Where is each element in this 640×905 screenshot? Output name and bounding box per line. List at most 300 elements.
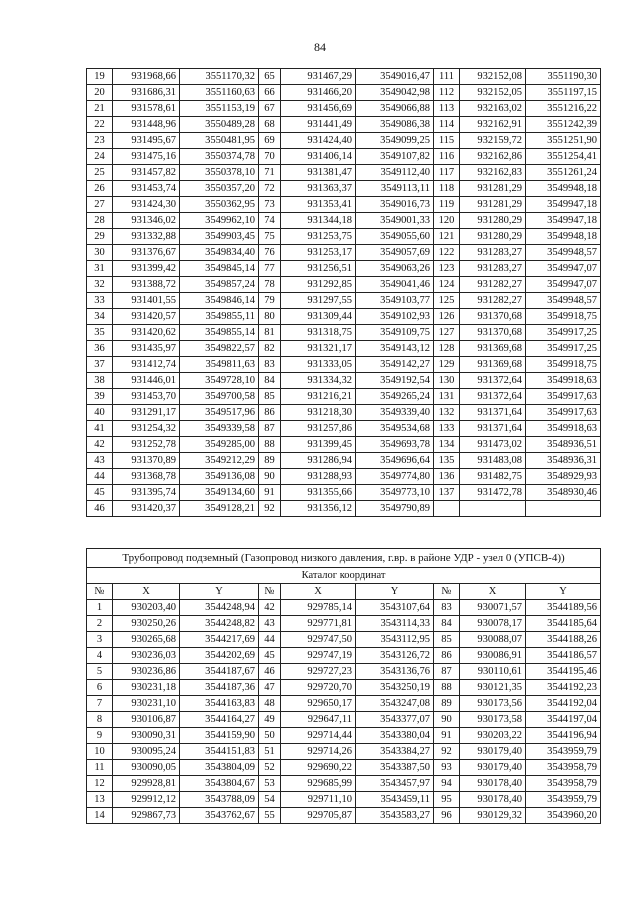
header-cell: X bbox=[281, 584, 356, 600]
y-coordinate-cell: 3544188,26 bbox=[526, 632, 601, 648]
point-number-cell: 23 bbox=[87, 133, 113, 149]
table-row bbox=[87, 165, 601, 181]
y-coordinate-cell: 3543583,27 bbox=[356, 808, 434, 824]
x-coordinate-cell: 931283,27 bbox=[460, 261, 526, 277]
point-number-cell: 92 bbox=[434, 744, 460, 760]
x-coordinate-cell: 931446,01 bbox=[113, 373, 180, 389]
y-coordinate-cell: 3543959,79 bbox=[526, 744, 601, 760]
x-coordinate-cell: 932159,72 bbox=[460, 133, 526, 149]
y-coordinate-cell: 3543387,50 bbox=[356, 760, 434, 776]
x-coordinate-cell: 929727,23 bbox=[281, 664, 356, 680]
point-number-cell: 112 bbox=[434, 85, 460, 101]
y-coordinate-cell: 3550374,78 bbox=[180, 149, 259, 165]
x-coordinate-cell: 931344,18 bbox=[281, 213, 356, 229]
y-coordinate-cell: 3549339,58 bbox=[180, 421, 259, 437]
x-coordinate-cell: 930179,40 bbox=[460, 760, 526, 776]
y-coordinate-cell: 3549947,18 bbox=[526, 213, 601, 229]
y-coordinate-cell: 3549845,14 bbox=[180, 261, 259, 277]
table-row bbox=[87, 341, 601, 357]
table-row bbox=[87, 792, 601, 808]
table-row bbox=[87, 453, 601, 469]
point-number-cell: 123 bbox=[434, 261, 460, 277]
x-coordinate-cell: 930178,40 bbox=[460, 792, 526, 808]
x-coordinate-cell: 931420,37 bbox=[113, 501, 180, 517]
point-number-cell: 136 bbox=[434, 469, 460, 485]
x-coordinate-cell: 931355,66 bbox=[281, 485, 356, 501]
x-coordinate-cell: 931216,21 bbox=[281, 389, 356, 405]
point-number-cell: 2 bbox=[87, 616, 113, 632]
point-number-cell: 79 bbox=[259, 293, 281, 309]
y-coordinate-cell: 3551251,90 bbox=[526, 133, 601, 149]
y-coordinate-cell: 3549948,57 bbox=[526, 245, 601, 261]
x-coordinate-cell: 930090,05 bbox=[113, 760, 180, 776]
y-coordinate-cell: 3549917,63 bbox=[526, 405, 601, 421]
x-coordinate-cell: 931368,78 bbox=[113, 469, 180, 485]
table-row bbox=[87, 325, 601, 341]
y-coordinate-cell: 3549102,93 bbox=[356, 309, 434, 325]
table-row bbox=[87, 437, 601, 453]
y-coordinate-cell: 3543804,09 bbox=[180, 760, 259, 776]
x-coordinate-cell: 931453,74 bbox=[113, 181, 180, 197]
point-number-cell: 38 bbox=[87, 373, 113, 389]
y-coordinate-cell: 3549001,33 bbox=[356, 213, 434, 229]
point-number-cell: 12 bbox=[87, 776, 113, 792]
x-coordinate-cell: 931309,44 bbox=[281, 309, 356, 325]
y-coordinate-cell: 3544195,46 bbox=[526, 664, 601, 680]
x-coordinate-cell: 931280,29 bbox=[460, 229, 526, 245]
table-row bbox=[87, 421, 601, 437]
x-coordinate-cell: 930090,31 bbox=[113, 728, 180, 744]
point-number-cell: 45 bbox=[87, 485, 113, 501]
x-coordinate-cell: 929785,14 bbox=[281, 600, 356, 616]
y-coordinate-cell: 3543804,67 bbox=[180, 776, 259, 792]
y-coordinate-cell: 3549962,10 bbox=[180, 213, 259, 229]
x-coordinate-cell: 930178,40 bbox=[460, 776, 526, 792]
point-number-cell: 90 bbox=[259, 469, 281, 485]
point-number-cell: 66 bbox=[259, 85, 281, 101]
x-coordinate-cell: 929720,70 bbox=[281, 680, 356, 696]
y-coordinate-cell: 3549066,88 bbox=[356, 101, 434, 117]
y-coordinate-cell: 3544189,56 bbox=[526, 600, 601, 616]
point-number-cell: 89 bbox=[434, 696, 460, 712]
table-row bbox=[87, 501, 601, 517]
point-number-cell: 124 bbox=[434, 277, 460, 293]
x-coordinate-cell: 931297,55 bbox=[281, 293, 356, 309]
x-coordinate-cell: 930236,86 bbox=[113, 664, 180, 680]
point-number-cell: 14 bbox=[87, 808, 113, 824]
x-coordinate-cell: 931321,17 bbox=[281, 341, 356, 357]
point-number-cell: 22 bbox=[87, 117, 113, 133]
table-row bbox=[87, 149, 601, 165]
y-coordinate-cell: 3543114,33 bbox=[356, 616, 434, 632]
y-coordinate-cell: 3549136,08 bbox=[180, 469, 259, 485]
y-coordinate-cell: 3549855,11 bbox=[180, 309, 259, 325]
point-number-cell: 9 bbox=[87, 728, 113, 744]
x-coordinate-cell: 931968,66 bbox=[113, 69, 180, 85]
x-coordinate-cell: 930078,17 bbox=[460, 616, 526, 632]
table-row bbox=[87, 712, 601, 728]
x-coordinate-cell: 931332,88 bbox=[113, 229, 180, 245]
point-number-cell: 27 bbox=[87, 197, 113, 213]
x-coordinate-cell: 931435,97 bbox=[113, 341, 180, 357]
x-coordinate-cell: 931283,27 bbox=[460, 245, 526, 261]
point-number-cell: 26 bbox=[87, 181, 113, 197]
point-number-cell: 86 bbox=[434, 648, 460, 664]
table-row bbox=[87, 760, 601, 776]
y-coordinate-cell: 3544202,69 bbox=[180, 648, 259, 664]
point-number-cell: 137 bbox=[434, 485, 460, 501]
x-coordinate-cell: 931252,78 bbox=[113, 437, 180, 453]
y-coordinate-cell: 3544217,69 bbox=[180, 632, 259, 648]
x-coordinate-cell: 929647,11 bbox=[281, 712, 356, 728]
y-coordinate-cell: 3544248,82 bbox=[180, 616, 259, 632]
point-number-cell: 4 bbox=[87, 648, 113, 664]
y-coordinate-cell: 3544185,64 bbox=[526, 616, 601, 632]
table-row bbox=[87, 389, 601, 405]
table-row bbox=[87, 469, 601, 485]
point-number-cell: 85 bbox=[434, 632, 460, 648]
point-number-cell: 8 bbox=[87, 712, 113, 728]
y-coordinate-cell: 3544159,90 bbox=[180, 728, 259, 744]
point-number-cell: 94 bbox=[434, 776, 460, 792]
x-coordinate-cell: 931333,05 bbox=[281, 357, 356, 373]
point-number-cell: 85 bbox=[259, 389, 281, 405]
point-number-cell: 40 bbox=[87, 405, 113, 421]
point-number-cell: 120 bbox=[434, 213, 460, 229]
y-coordinate-cell: 3551170,32 bbox=[180, 69, 259, 85]
point-number-cell: 19 bbox=[87, 69, 113, 85]
y-coordinate-cell: 3549693,78 bbox=[356, 437, 434, 453]
point-number-cell: 25 bbox=[87, 165, 113, 181]
y-coordinate-cell: 3549107,82 bbox=[356, 149, 434, 165]
table-header-row bbox=[87, 584, 601, 600]
table-row bbox=[87, 600, 601, 616]
header-cell: № bbox=[434, 584, 460, 600]
y-coordinate-cell: 3544164,27 bbox=[180, 712, 259, 728]
table-row bbox=[87, 696, 601, 712]
y-coordinate-cell: 3549142,27 bbox=[356, 357, 434, 373]
point-number-cell: 44 bbox=[87, 469, 113, 485]
x-coordinate-cell: 931482,75 bbox=[460, 469, 526, 485]
x-coordinate-cell: 930173,58 bbox=[460, 712, 526, 728]
y-coordinate-cell: 3543960,20 bbox=[526, 808, 601, 824]
x-coordinate-cell: 929747,19 bbox=[281, 648, 356, 664]
y-coordinate-cell: 3543107,64 bbox=[356, 600, 434, 616]
y-coordinate-cell: 3549917,63 bbox=[526, 389, 601, 405]
point-number-cell: 46 bbox=[259, 664, 281, 680]
table-row bbox=[87, 69, 601, 85]
point-number-cell: 91 bbox=[434, 728, 460, 744]
y-coordinate-cell: 3549728,10 bbox=[180, 373, 259, 389]
x-coordinate-cell: 932162,86 bbox=[460, 149, 526, 165]
x-coordinate-cell: 931292,85 bbox=[281, 277, 356, 293]
table-row bbox=[87, 616, 601, 632]
x-coordinate-cell: 931346,02 bbox=[113, 213, 180, 229]
x-coordinate-cell: 930179,40 bbox=[460, 744, 526, 760]
x-coordinate-cell: 932152,05 bbox=[460, 85, 526, 101]
point-number-cell: 72 bbox=[259, 181, 281, 197]
table-row bbox=[87, 229, 601, 245]
point-number-cell: 118 bbox=[434, 181, 460, 197]
point-number-cell: 95 bbox=[434, 792, 460, 808]
point-number-cell: 47 bbox=[259, 680, 281, 696]
x-coordinate-cell: 931370,89 bbox=[113, 453, 180, 469]
point-number-cell: 37 bbox=[87, 357, 113, 373]
point-number-cell: 117 bbox=[434, 165, 460, 181]
table-row bbox=[87, 293, 601, 309]
table-row bbox=[87, 85, 601, 101]
header-cell: № bbox=[259, 584, 281, 600]
x-coordinate-cell bbox=[460, 501, 526, 517]
point-number-cell: 45 bbox=[259, 648, 281, 664]
x-coordinate-cell: 931467,29 bbox=[281, 69, 356, 85]
table-row bbox=[87, 680, 601, 696]
table-row bbox=[87, 133, 601, 149]
y-coordinate-cell: 3550357,20 bbox=[180, 181, 259, 197]
y-coordinate-cell: 3549057,69 bbox=[356, 245, 434, 261]
header-cell: Y bbox=[526, 584, 601, 600]
y-coordinate-cell: 3549773,10 bbox=[356, 485, 434, 501]
header-cell: X bbox=[113, 584, 180, 600]
point-number-cell: 32 bbox=[87, 277, 113, 293]
x-coordinate-cell: 930106,87 bbox=[113, 712, 180, 728]
y-coordinate-cell: 3549134,60 bbox=[180, 485, 259, 501]
x-coordinate-cell: 931281,29 bbox=[460, 197, 526, 213]
x-coordinate-cell: 930265,68 bbox=[113, 632, 180, 648]
y-coordinate-cell: 3549192,54 bbox=[356, 373, 434, 389]
y-coordinate-cell: 3549947,18 bbox=[526, 197, 601, 213]
x-coordinate-cell: 931334,32 bbox=[281, 373, 356, 389]
table-row bbox=[87, 277, 601, 293]
x-coordinate-cell: 931473,02 bbox=[460, 437, 526, 453]
x-coordinate-cell: 931424,40 bbox=[281, 133, 356, 149]
x-coordinate-cell: 929714,26 bbox=[281, 744, 356, 760]
y-coordinate-cell: 3549948,18 bbox=[526, 229, 601, 245]
point-number-cell: 29 bbox=[87, 229, 113, 245]
x-coordinate-cell: 931686,31 bbox=[113, 85, 180, 101]
x-coordinate-cell: 931363,37 bbox=[281, 181, 356, 197]
x-coordinate-cell: 931381,47 bbox=[281, 165, 356, 181]
x-coordinate-cell: 930129,32 bbox=[460, 808, 526, 824]
y-coordinate-cell: 3544192,23 bbox=[526, 680, 601, 696]
y-coordinate-cell: 3549948,57 bbox=[526, 293, 601, 309]
y-coordinate-cell: 3549128,21 bbox=[180, 501, 259, 517]
point-number-cell: 131 bbox=[434, 389, 460, 405]
point-number-cell: 82 bbox=[259, 341, 281, 357]
point-number-cell: 7 bbox=[87, 696, 113, 712]
point-number-cell: 50 bbox=[259, 728, 281, 744]
point-number-cell: 134 bbox=[434, 437, 460, 453]
point-number-cell: 48 bbox=[259, 696, 281, 712]
y-coordinate-cell: 3549055,60 bbox=[356, 229, 434, 245]
y-coordinate-cell: 3543136,76 bbox=[356, 664, 434, 680]
x-coordinate-cell: 929747,50 bbox=[281, 632, 356, 648]
table-row bbox=[87, 664, 601, 680]
y-coordinate-cell: 3543958,79 bbox=[526, 776, 601, 792]
x-coordinate-cell: 931395,74 bbox=[113, 485, 180, 501]
x-coordinate-cell: 931495,67 bbox=[113, 133, 180, 149]
y-coordinate-cell: 3548936,31 bbox=[526, 453, 601, 469]
point-number-cell: 65 bbox=[259, 69, 281, 85]
x-coordinate-cell: 931401,55 bbox=[113, 293, 180, 309]
y-coordinate-cell: 3544187,67 bbox=[180, 664, 259, 680]
y-coordinate-cell: 3544187,36 bbox=[180, 680, 259, 696]
x-coordinate-cell: 931472,78 bbox=[460, 485, 526, 501]
x-coordinate-cell: 929928,81 bbox=[113, 776, 180, 792]
x-coordinate-cell: 930121,35 bbox=[460, 680, 526, 696]
point-number-cell: 128 bbox=[434, 341, 460, 357]
point-number-cell: 87 bbox=[434, 664, 460, 680]
y-coordinate-cell: 3549918,75 bbox=[526, 309, 601, 325]
x-coordinate-cell: 931280,29 bbox=[460, 213, 526, 229]
point-number-cell: 43 bbox=[87, 453, 113, 469]
y-coordinate-cell: 3549857,24 bbox=[180, 277, 259, 293]
x-coordinate-cell: 930250,26 bbox=[113, 616, 180, 632]
x-coordinate-cell: 929685,99 bbox=[281, 776, 356, 792]
y-coordinate-cell: 3549517,96 bbox=[180, 405, 259, 421]
x-coordinate-cell: 930095,24 bbox=[113, 744, 180, 760]
y-coordinate-cell: 3549339,40 bbox=[356, 405, 434, 421]
point-number-cell: 36 bbox=[87, 341, 113, 357]
y-coordinate-cell: 3550362,95 bbox=[180, 197, 259, 213]
coordinates-table-2 bbox=[86, 548, 601, 824]
point-number-cell: 3 bbox=[87, 632, 113, 648]
y-coordinate-cell: 3543247,08 bbox=[356, 696, 434, 712]
y-coordinate-cell: 3549822,57 bbox=[180, 341, 259, 357]
x-coordinate-cell: 931372,64 bbox=[460, 373, 526, 389]
y-coordinate-cell: 3543112,95 bbox=[356, 632, 434, 648]
table-row bbox=[87, 808, 601, 824]
y-coordinate-cell: 3549113,11 bbox=[356, 181, 434, 197]
y-coordinate-cell: 3549700,58 bbox=[180, 389, 259, 405]
point-number-cell: 42 bbox=[259, 600, 281, 616]
y-coordinate-cell: 3548929,93 bbox=[526, 469, 601, 485]
x-coordinate-cell: 931369,68 bbox=[460, 341, 526, 357]
point-number-cell: 33 bbox=[87, 293, 113, 309]
x-coordinate-cell: 929650,17 bbox=[281, 696, 356, 712]
point-number-cell: 24 bbox=[87, 149, 113, 165]
header-cell: № bbox=[87, 584, 113, 600]
x-coordinate-cell: 931353,41 bbox=[281, 197, 356, 213]
point-number-cell: 31 bbox=[87, 261, 113, 277]
y-coordinate-cell: 3544186,57 bbox=[526, 648, 601, 664]
x-coordinate-cell: 932162,83 bbox=[460, 165, 526, 181]
point-number-cell: 35 bbox=[87, 325, 113, 341]
x-coordinate-cell: 931257,86 bbox=[281, 421, 356, 437]
point-number-cell: 51 bbox=[259, 744, 281, 760]
point-number-cell: 92 bbox=[259, 501, 281, 517]
y-coordinate-cell: 3543788,09 bbox=[180, 792, 259, 808]
y-coordinate-cell: 3549918,63 bbox=[526, 373, 601, 389]
y-coordinate-cell: 3549790,89 bbox=[356, 501, 434, 517]
table-caption: Трубопровод подземный (Газопровод низкого давления, г.вр. в районе УДР - узел 0 (УПСВ-4)) bbox=[87, 549, 601, 568]
table-row bbox=[87, 373, 601, 389]
y-coordinate-cell: 3550481,95 bbox=[180, 133, 259, 149]
y-coordinate-cell: 3551242,39 bbox=[526, 117, 601, 133]
x-coordinate-cell: 929690,22 bbox=[281, 760, 356, 776]
x-coordinate-cell: 931281,29 bbox=[460, 181, 526, 197]
y-coordinate-cell: 3543377,07 bbox=[356, 712, 434, 728]
y-coordinate-cell: 3543457,97 bbox=[356, 776, 434, 792]
point-number-cell: 111 bbox=[434, 69, 460, 85]
point-number-cell: 76 bbox=[259, 245, 281, 261]
x-coordinate-cell: 930236,03 bbox=[113, 648, 180, 664]
table-row bbox=[87, 101, 601, 117]
x-coordinate-cell: 931286,94 bbox=[281, 453, 356, 469]
y-coordinate-cell: 3544248,94 bbox=[180, 600, 259, 616]
point-number-cell: 119 bbox=[434, 197, 460, 213]
point-number-cell: 80 bbox=[259, 309, 281, 325]
point-number-cell: 11 bbox=[87, 760, 113, 776]
y-coordinate-cell: 3551160,63 bbox=[180, 85, 259, 101]
x-coordinate-cell: 929771,81 bbox=[281, 616, 356, 632]
point-number-cell: 122 bbox=[434, 245, 460, 261]
point-number-cell: 34 bbox=[87, 309, 113, 325]
x-coordinate-cell: 931282,27 bbox=[460, 277, 526, 293]
point-number-cell: 115 bbox=[434, 133, 460, 149]
point-number-cell: 133 bbox=[434, 421, 460, 437]
point-number-cell: 10 bbox=[87, 744, 113, 760]
y-coordinate-cell: 3543250,19 bbox=[356, 680, 434, 696]
x-coordinate-cell: 931256,51 bbox=[281, 261, 356, 277]
x-coordinate-cell: 930086,91 bbox=[460, 648, 526, 664]
table-row bbox=[87, 648, 601, 664]
point-number-cell: 78 bbox=[259, 277, 281, 293]
point-number-cell: 52 bbox=[259, 760, 281, 776]
point-number-cell: 135 bbox=[434, 453, 460, 469]
y-coordinate-cell: 3544163,83 bbox=[180, 696, 259, 712]
point-number-cell: 30 bbox=[87, 245, 113, 261]
point-number-cell: 13 bbox=[87, 792, 113, 808]
x-coordinate-cell: 931420,57 bbox=[113, 309, 180, 325]
x-coordinate-cell: 931399,42 bbox=[113, 261, 180, 277]
x-coordinate-cell: 931441,49 bbox=[281, 117, 356, 133]
table-row bbox=[87, 776, 601, 792]
x-coordinate-cell: 930173,56 bbox=[460, 696, 526, 712]
x-coordinate-cell: 931475,16 bbox=[113, 149, 180, 165]
point-number-cell: 132 bbox=[434, 405, 460, 421]
x-coordinate-cell: 931253,17 bbox=[281, 245, 356, 261]
x-coordinate-cell: 931372,64 bbox=[460, 389, 526, 405]
y-coordinate-cell: 3550489,28 bbox=[180, 117, 259, 133]
y-coordinate-cell: 3544196,94 bbox=[526, 728, 601, 744]
y-coordinate-cell: 3551190,30 bbox=[526, 69, 601, 85]
y-coordinate-cell: 3549086,38 bbox=[356, 117, 434, 133]
table-row bbox=[87, 632, 601, 648]
table-row bbox=[87, 357, 601, 373]
y-coordinate-cell: 3549947,07 bbox=[526, 277, 601, 293]
point-number-cell: 74 bbox=[259, 213, 281, 229]
point-number-cell: 86 bbox=[259, 405, 281, 421]
y-coordinate-cell: 3549016,47 bbox=[356, 69, 434, 85]
x-coordinate-cell: 931291,17 bbox=[113, 405, 180, 421]
y-coordinate-cell: 3543958,79 bbox=[526, 760, 601, 776]
point-number-cell: 89 bbox=[259, 453, 281, 469]
point-number-cell: 67 bbox=[259, 101, 281, 117]
point-number-cell bbox=[434, 501, 460, 517]
y-coordinate-cell: 3549063,26 bbox=[356, 261, 434, 277]
point-number-cell: 1 bbox=[87, 600, 113, 616]
point-number-cell: 121 bbox=[434, 229, 460, 245]
table-row bbox=[87, 744, 601, 760]
y-coordinate-cell: 3549212,29 bbox=[180, 453, 259, 469]
y-coordinate-cell: 3543380,04 bbox=[356, 728, 434, 744]
y-coordinate-cell: 3548930,46 bbox=[526, 485, 601, 501]
x-coordinate-cell: 931370,68 bbox=[460, 325, 526, 341]
point-number-cell: 84 bbox=[434, 616, 460, 632]
x-coordinate-cell: 932152,08 bbox=[460, 69, 526, 85]
y-coordinate-cell: 3551197,15 bbox=[526, 85, 601, 101]
